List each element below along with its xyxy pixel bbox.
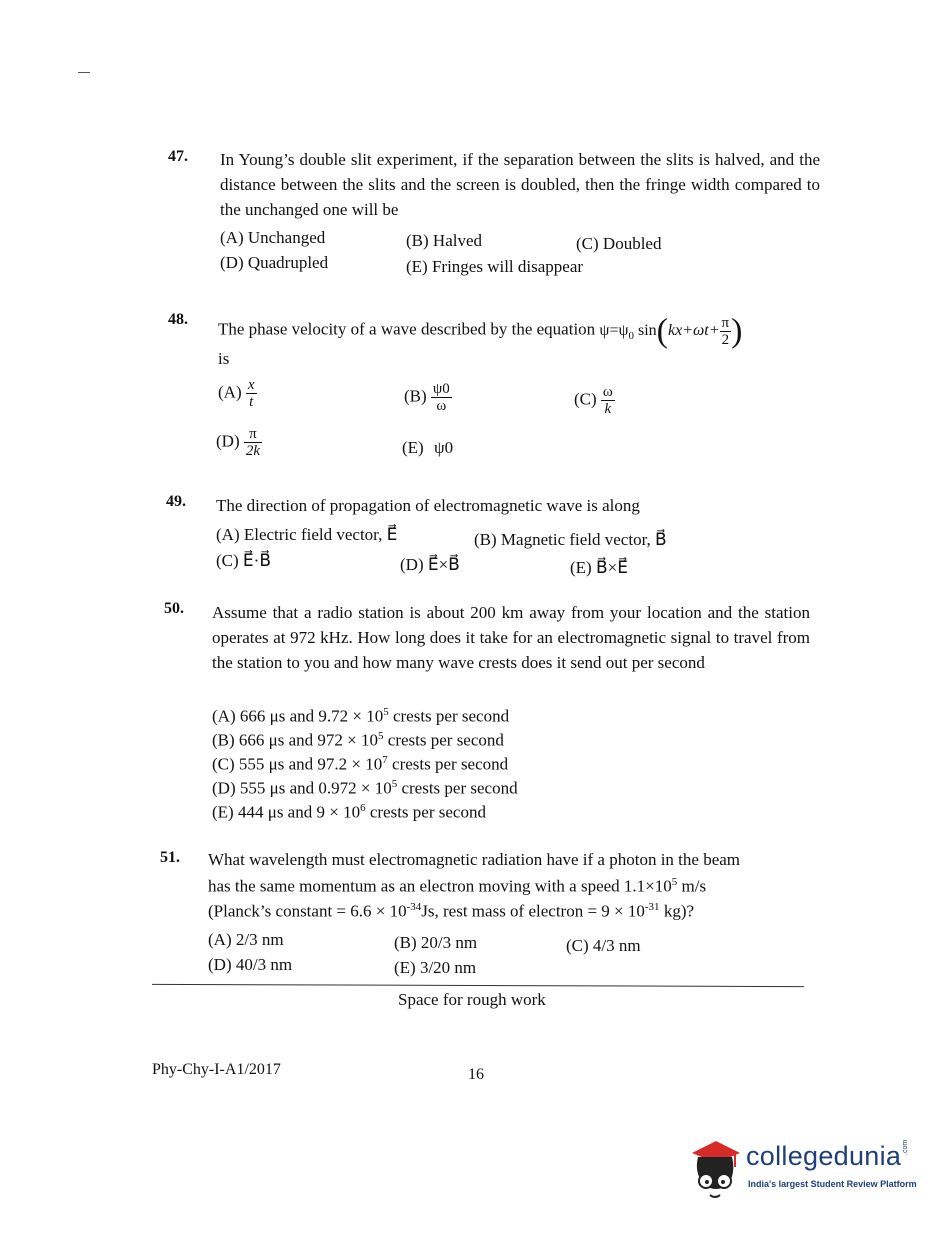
question-51-number: 51.: [160, 849, 180, 866]
q47-option-a: (A) Unchanged: [220, 228, 326, 247]
margin-mark: [78, 72, 90, 73]
rough-work-label: Space for rough work: [398, 990, 546, 1009]
q49-option-c: (C) E⃗·B⃗: [216, 551, 271, 570]
q51-option-a: (A) 2/3 nm: [208, 930, 284, 949]
q48-option-e: (E) ψ0: [402, 438, 454, 457]
q48-option-b: (B) $\frac{\psi 0}{\omega}$: [404, 381, 450, 414]
q48-text-pre: The phase velocity of a wave described by the equation: [218, 319, 596, 339]
question-48-number: 48.: [168, 311, 188, 328]
question-51-line1: What wavelength must electromagnetic radiation have if a photon in the beam: [208, 850, 741, 869]
question-51-line2: has the same momentum as an electron moving with a speed $1.1\times 10^5$ m/s: [208, 876, 707, 896]
question-48-text: [218, 312, 742, 350]
q47-option-c: (C) Doubled: [576, 234, 662, 253]
q47-option-e: (E) Fringes will disappear: [406, 257, 584, 276]
q51-option-d: (D) 40/3 nm: [208, 955, 293, 974]
question-49-number: 49.: [166, 493, 186, 510]
q49-option-a: (A) Electric field vector, E⃗: [216, 525, 398, 544]
question-50-number: 50.: [164, 600, 184, 617]
q48-option-d: (D) $\frac{\pi}{2k}$: [216, 426, 261, 459]
question-51-line3: (Planck’s constant = $6.6 \times 10^{-34}Js$, rest mass of electron = $9 \times 10^{-31}$ kg)?: [208, 901, 695, 921]
collegedunia-logo: [684, 1133, 917, 1213]
q49-option-d: (D) E⃗×B⃗: [400, 555, 460, 574]
question-47-text: In Young’s double slit experiment, if the separation between the slits is halved, and the distance between the slits and the screen is doubled, then the fringe width compared to the unchanged one will be: [220, 150, 820, 219]
paper-code: Phy-Chy-I-A1/2017: [152, 1061, 281, 1078]
q50-option-a: (A) 666 μs and $9.72 \times 10^5$ crests per second: [212, 706, 510, 726]
q51-option-c: (C) 4/3 nm: [566, 936, 641, 955]
q50-option-b: (B) 666 μs and $972 \times 10^5$ crests per second: [212, 730, 504, 750]
q48-equation: $\psi=\psi_0$ sin(kx+ωt+ $\frac{\pi}{2}$ ): [599, 312, 743, 349]
q49-option-b: (B) Magnetic field vector, B⃗: [474, 530, 667, 549]
page-number: 16: [468, 1066, 484, 1083]
logo-tagline: India's largest Student Review Platform: [748, 1179, 917, 1189]
q48-option-a: (A) $\frac{x}{t}$: [218, 377, 255, 410]
mascot-icon: [684, 1133, 744, 1203]
question-50-text: Assume that a radio station is about 200 km away from your location and the station operates at 972 kHz. How long does it take for an electromagnetic signal to travel from the station to you and how many wave crests does it send out per second: [212, 603, 810, 672]
logo-name: collegedunia: [746, 1141, 902, 1171]
question-49-text: The direction of propagation of electromagnetic wave is along: [216, 496, 640, 515]
rough-work-divider: [152, 984, 804, 987]
q47-option-d: (D) Quadrupled: [220, 253, 329, 272]
q48-option-c: (C) $\frac{\omega}{k}$: [574, 384, 613, 417]
q50-option-c: (C) 555 μs and $97.2 \times 10^7$ crests per second: [212, 754, 509, 774]
q47-option-b: (B) Halved: [406, 231, 483, 250]
question-47-number: 47.: [168, 148, 188, 165]
q51-option-b: (B) 20/3 nm: [394, 933, 478, 952]
q50-option-e: (E) 444 μs and $9 \times 10^6$ crests per second: [212, 802, 486, 822]
q48-text-post: is: [218, 349, 230, 368]
q51-option-e: (E) 3/20 nm: [394, 958, 477, 977]
logo-dotcom: .com: [902, 1139, 909, 1155]
q50-option-d: (D) 555 μs and $0.972 \times 10^5$ crests per second: [212, 778, 518, 798]
q49-option-e: (E) B⃗×E⃗: [570, 558, 628, 577]
